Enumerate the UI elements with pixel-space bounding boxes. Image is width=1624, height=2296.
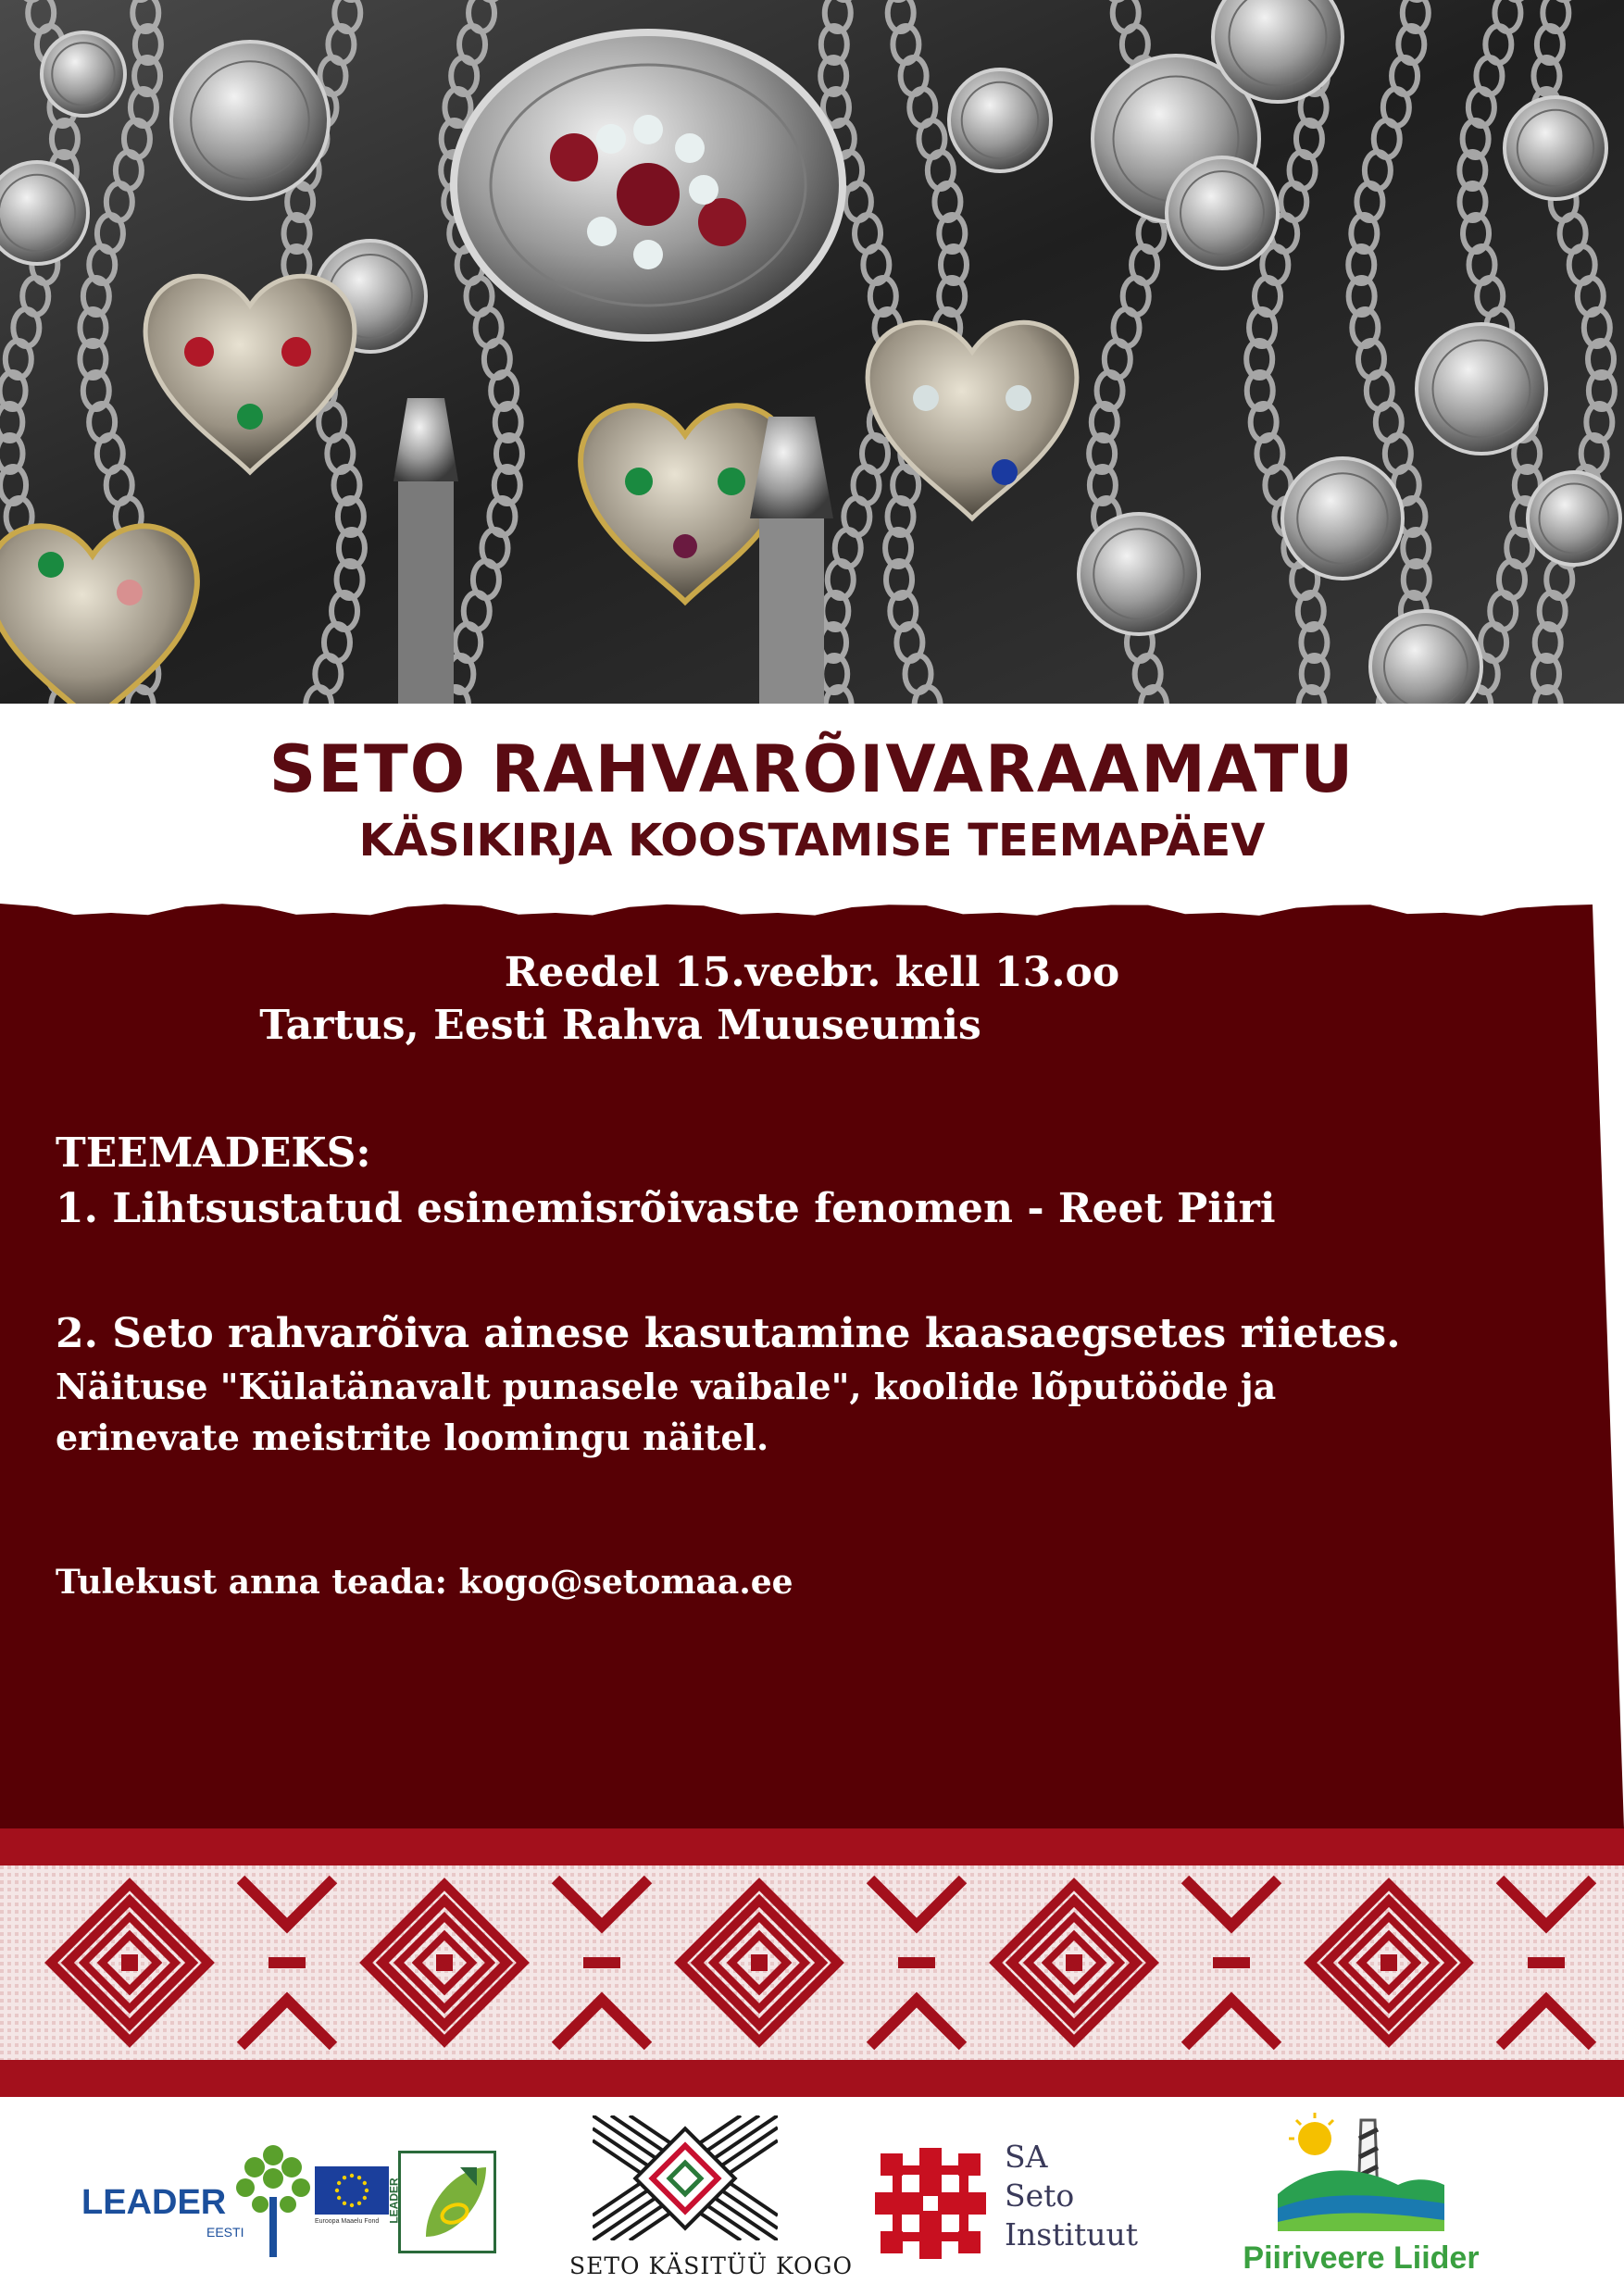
eu-star — [335, 2189, 339, 2192]
eu-logo — [315, 2166, 389, 2250]
coin — [1505, 97, 1606, 199]
topic-1: 1. Lihtsustatud esinemisrõivaste fenomen - Reet Piiri — [56, 1185, 1276, 1232]
motif-core — [1066, 1954, 1082, 1971]
main-title: SETO RAHVARÕIVARAAMATU — [269, 731, 1355, 807]
eu-caption: Euroopa Maaelu Fond — [315, 2218, 380, 2225]
motif-core — [436, 1954, 453, 1971]
eu-star — [365, 2189, 369, 2192]
topics-heading: TEEMADEKS: — [56, 1129, 371, 1177]
coin — [171, 42, 329, 199]
title-block — [0, 704, 1624, 898]
eu-star — [363, 2196, 367, 2200]
kogo-text: SETO KÄSITÜÜ KOGO — [569, 2252, 853, 2279]
landscape-icon — [1278, 2111, 1444, 2231]
eu-star — [343, 2176, 346, 2179]
event-date: Reedel 15.veebr. kell 13.oo — [504, 949, 1120, 996]
coin — [1079, 514, 1199, 634]
eu-star — [357, 2202, 361, 2205]
eu-star — [350, 2203, 354, 2207]
eu-star — [343, 2202, 346, 2205]
topic-2-detail-2: erinevate meistrite loomingu näitel. — [56, 1416, 769, 1458]
leader-eesti-text: EESTI — [206, 2225, 244, 2240]
leader-text: LEADER — [81, 2183, 227, 2222]
motif-core — [1380, 1954, 1397, 1971]
tree-icon — [234, 2141, 313, 2262]
eu-star — [337, 2181, 341, 2185]
instituut-seto: Seto — [1005, 2177, 1075, 2214]
seto-instituut-logo — [875, 2139, 1171, 2277]
eu-star — [350, 2174, 354, 2177]
leader-vertical-text: LEADER — [387, 2177, 401, 2224]
piiriveere-liider-logo — [1222, 2111, 1500, 2287]
seto-cross-icon — [875, 2148, 986, 2259]
coin — [1528, 472, 1620, 565]
coin — [949, 69, 1051, 171]
embroidery-pattern — [0, 1828, 1624, 2097]
coin — [1282, 458, 1403, 579]
embroidery-band — [0, 1828, 1624, 2097]
sponsor-logos — [0, 2097, 1624, 2296]
brooch — [454, 32, 843, 338]
motif-core — [121, 1954, 138, 1971]
seto-kasituu-kogo-logo — [569, 2115, 853, 2291]
eu-star — [363, 2181, 367, 2185]
piiriveere-text: Piiriveere Liider — [1243, 2240, 1480, 2276]
coin — [1167, 157, 1278, 268]
motif-core — [751, 1954, 768, 1971]
leader-square-logo — [387, 2151, 496, 2253]
eu-star — [357, 2176, 361, 2179]
leaf-icon — [421, 2163, 488, 2241]
eu-star — [337, 2196, 341, 2200]
topic-2-detail-1: Näituse "Külatänavalt punasele vaibale", koolide lõputööde ja — [56, 1366, 1277, 1407]
kogo-pattern-icon — [593, 2115, 778, 2240]
jewelry-photo — [0, 0, 1624, 704]
instituut-name: Instituut — [1005, 2216, 1139, 2252]
event-place: Tartus, Eesti Rahva Muuseumis — [259, 1002, 981, 1049]
sub-title: KÄSIKIRJA KOOSTAMISE TEEMAPÄEV — [358, 815, 1266, 867]
contact-line: Tulekust anna teada: kogo@setomaa.ee — [56, 1563, 793, 1602]
topic-2: 2. Seto rahvarõiva ainese kasutamine kaasaegsetes riietes. — [56, 1310, 1401, 1357]
eu-flag-icon — [315, 2166, 389, 2215]
silver-jewelry-image — [0, 0, 1624, 704]
event-info-panel — [0, 889, 1624, 1828]
instituut-sa: SA — [1005, 2139, 1048, 2175]
leader-eesti-logo — [81, 2141, 313, 2262]
coin — [1417, 324, 1546, 454]
coin — [42, 32, 125, 116]
